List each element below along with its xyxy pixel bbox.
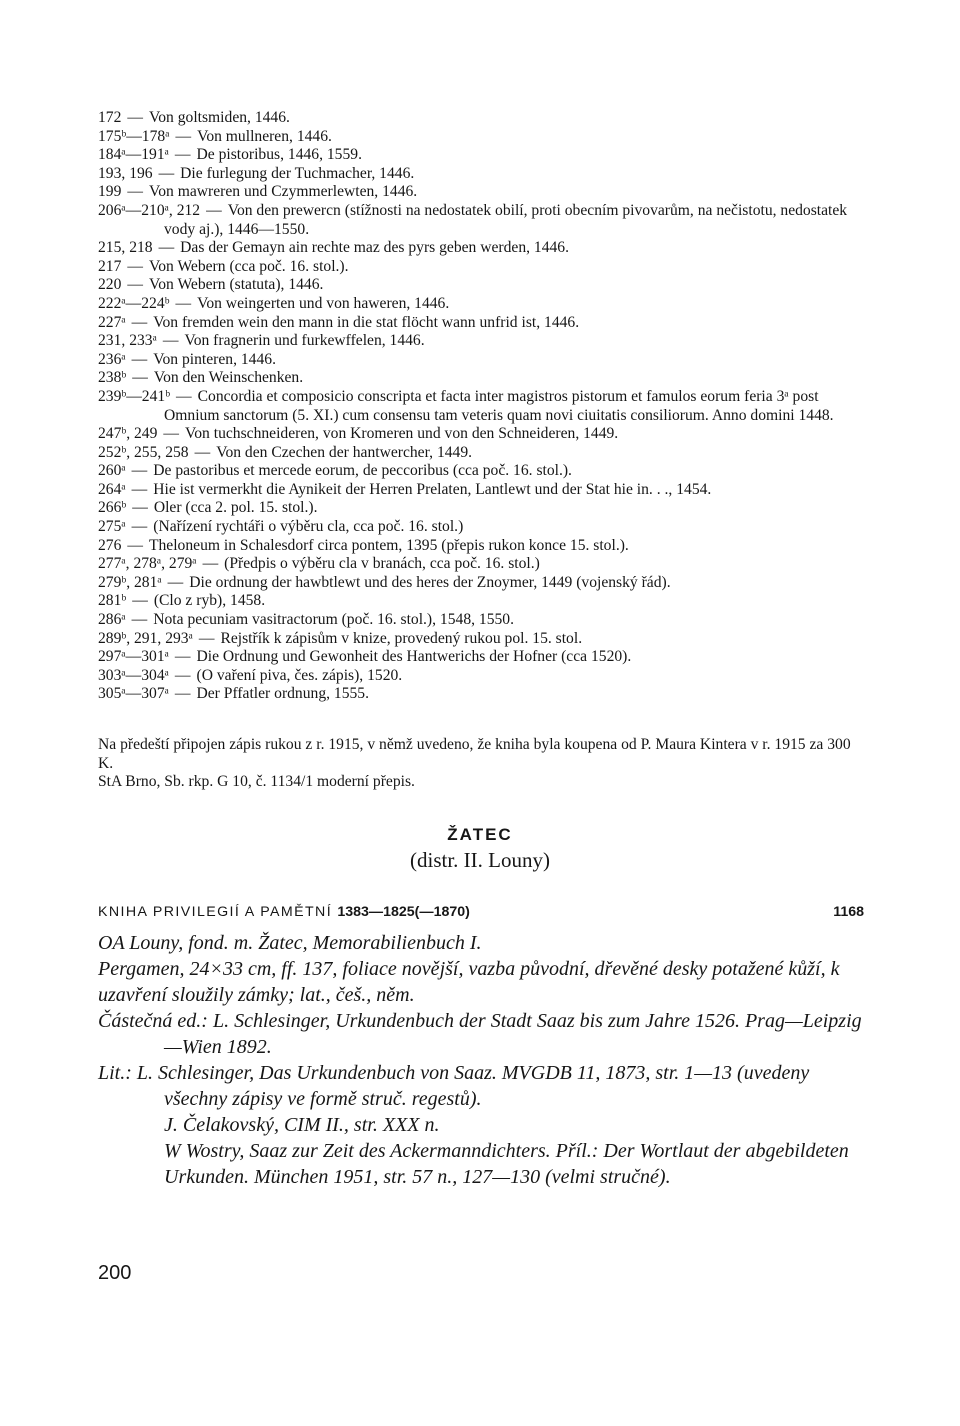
entry-text: Hie ist vermerkht die Aynikeit der Herren Prelaten, Lantlewt und der Stat hie in. . ., 1454. bbox=[153, 480, 712, 498]
entry-text: Der Pffatler ordnung, 1555. bbox=[196, 685, 370, 703]
entry-text: (Clo z ryb), 1458. bbox=[153, 592, 266, 610]
entry-text: Von pinteren, 1446. bbox=[153, 350, 276, 368]
page-number: 200 bbox=[98, 1262, 132, 1284]
list-item: 305ᵃ—307ᵃ — Der Pffatler ordnung, 1555. bbox=[98, 685, 370, 703]
literature-3: W Wostry, Saaz zur Zeit des Ackermanndichters. Příl.: Der Wortlaut der abgebildeten Urkunden. München 1951, str. 57 n., 127—130 (velmi stručné). bbox=[164, 1140, 849, 1188]
acquisition-note: Na předeští připojen zápis rukou z r. 1915, v němž uvedeno, že kniha byla koupena od P. Maura Kintera v r. 1915 za 300 K. bbox=[98, 736, 851, 772]
entry-text: Die furlegung der Tuchmacher, 1446. bbox=[180, 164, 415, 182]
book-title bbox=[98, 904, 470, 920]
entry-text: Rejstřík k zápisům v knize, provedený rukou pol. 15. stol. bbox=[220, 629, 583, 647]
folio-reference: 222ᵃ—224ᵇ bbox=[98, 294, 170, 312]
entry-text: Von Webern (cca poč. 16. stol.). bbox=[148, 257, 349, 275]
entry-text: Von Webern (statuta), 1446. bbox=[148, 276, 324, 294]
archive-copy-note: StA Brno, Sb. rkp. G 10, č. 1134/1 moderní přepis. bbox=[98, 773, 415, 791]
list-item: 238ᵇ — Von den Weinschenken. bbox=[98, 369, 304, 387]
folio-reference: 193, 196 bbox=[98, 164, 153, 182]
folio-reference: 238ᵇ bbox=[98, 369, 127, 387]
entry-text: Von fragnerin und furkewffelen, 1446. bbox=[184, 332, 425, 350]
entry-text: Concordia et composicio conscripta et facta inter magistros pistorum et famulos eorum feria 3ᵃ post Omnium sanctorum (5. XI.) cum consensu tam veteris quam novi ciuitatis consiliorum. Anno domini 1448. bbox=[164, 387, 834, 424]
folio-reference: 275ᵃ bbox=[98, 518, 126, 536]
entry-text: Die ordnung der hawbtlewt und des heres der Znoymer, 1449 (vojenský řád). bbox=[189, 573, 671, 591]
contents-list bbox=[98, 109, 868, 704]
literature-1 bbox=[98, 1060, 863, 1112]
entry-text: De pastoribus et mercede eorum, de peccoribus (cca poč. 16. stol.). bbox=[153, 462, 572, 480]
list-item: 184ᵃ—191ᵃ — De pistoribus, 1446, 1559. bbox=[98, 146, 362, 164]
entry-text: Von weingerten und von haweren, 1446. bbox=[197, 294, 450, 312]
folio-reference: 217 bbox=[98, 257, 122, 275]
folio-reference: 303ᵃ—304ᵃ bbox=[98, 666, 169, 684]
list-item: 276 — Theloneum in Schalesdorf circa pontem, 1395 (přepis rukon konce 15. stol.). bbox=[98, 536, 629, 554]
bibliography-block bbox=[98, 930, 863, 1190]
folio-reference: 172 bbox=[98, 109, 122, 126]
list-item: 303ᵃ—304ᵃ — (O vaření piva, čes. zápis), 1520. bbox=[98, 666, 403, 684]
entry-text: Von fremden wein den mann in die stat flöcht wann unfrid ist, 1446. bbox=[153, 313, 580, 331]
entry-text: Die Ordnung und Gewonheit des Hantwerichs der Hofner (cca 1520). bbox=[196, 648, 632, 666]
town-heading: ŽATEC bbox=[447, 825, 513, 844]
list-item: 215, 218 — Das der Gemayn ain rechte maz des pyrs geben werden, 1446. bbox=[98, 239, 570, 257]
entry-text: (Nařízení rychtáři o výběru cla, cca poč. 16. stol.) bbox=[153, 518, 464, 536]
list-item: 222ᵃ—224ᵇ — Von weingerten und von haweren, 1446. bbox=[98, 294, 450, 312]
entry-text: Von den Weinschenken. bbox=[153, 369, 304, 387]
folio-reference: 239ᵇ—241ᵇ bbox=[98, 387, 171, 405]
folio-reference: 231, 233ᵃ bbox=[98, 332, 157, 350]
list-item: 239ᵇ—241ᵇ — Concordia et composicio conscripta et facta inter magistros pistorum et famulos eorum feria 3ᵃ post Omnium sanctorum (5. XI.) cum consensu tam veteris quam novi ciuitatis consiliorum. Anno domini 1448. bbox=[98, 387, 834, 424]
entry-text: (Předpis o výběru cla v branách, cca poč. 16. stol.) bbox=[224, 555, 540, 573]
list-item: 266ᵇ — Oler (cca 2. pol. 15. stol.). bbox=[98, 499, 318, 517]
folio-reference: 236ᵃ bbox=[98, 350, 126, 368]
folio-reference: 184ᵃ—191ᵃ bbox=[98, 146, 169, 164]
entry-text: Von tuchschneideren, von Kromeren und von den Schneideren, 1449. bbox=[185, 425, 619, 443]
archive-reference: OA Louny, fond. m. Žatec, Memorabilienbuch I. bbox=[98, 932, 482, 954]
list-item: 175ᵇ—178ᵃ — Von mullneren, 1446. bbox=[98, 127, 332, 145]
entry-text: Von den prewercn (stížnosti na nedostatek obilí, proti obecním pivovarům, na nečistotu, nedostatek vody aj.), 1446—1550. bbox=[164, 201, 848, 238]
entry-text: Von den Czechen der hantwercher, 1449. bbox=[216, 443, 473, 461]
folio-reference: 175ᵇ—178ᵃ bbox=[98, 127, 170, 145]
entry-text: De pistoribus, 1446, 1559. bbox=[196, 146, 362, 164]
book-title-dates: 1383—1825(—1870) bbox=[337, 904, 470, 920]
folio-reference: 252ᵇ, 255, 258 bbox=[98, 443, 189, 461]
entry-text: Theloneum in Schalesdorf circa pontem, 1395 (přepis rukon konce 15. stol.). bbox=[148, 536, 629, 554]
list-item: 264ᵃ — Hie ist vermerkht die Aynikeit der Herren Prelaten, Lantlewt und der Stat hie in. . ., 1454. bbox=[98, 480, 712, 498]
list-item: 206ᵃ—210ᵃ, 212 — Von den prewercn (stížnosti na nedostatek obilí, proti obecním pivovarům, na nečistotu, nedostatek vody aj.), 1446—1550. bbox=[98, 201, 848, 238]
folio-reference: 305ᵃ—307ᵃ bbox=[98, 685, 169, 703]
folio-reference: 260ᵃ bbox=[98, 462, 126, 480]
folio-reference: 297ᵃ—301ᵃ bbox=[98, 648, 169, 666]
list-item: 260ᵃ — De pastoribus et mercede eorum, de peccoribus (cca poč. 16. stol.). bbox=[98, 462, 572, 480]
literature-label: Lit.: bbox=[98, 1062, 132, 1084]
town-district: (distr. II. Louny) bbox=[410, 848, 550, 872]
entry-text: Das der Gemayn ain rechte maz des pyrs geben werden, 1446. bbox=[180, 239, 570, 257]
book-title-text: KNIHA PRIVILEGIÍ A PAMĚTNÍ bbox=[98, 904, 333, 920]
folio-reference: 227ᵃ bbox=[98, 313, 126, 331]
list-item: 286ᵃ — Nota pecuniam vasitractorum (poč. 16. stol.), 1548, 1550. bbox=[98, 611, 514, 629]
literature-1-text: L. Schlesinger, Das Urkundenbuch von Saaz. MVGDB 11, 1873, str. 1—13 (uvedeny všechny zápisy ve formě struč. regestů). bbox=[136, 1062, 810, 1110]
folio-reference: 276 bbox=[98, 536, 122, 554]
folio-reference: 281ᵇ bbox=[98, 592, 127, 610]
edition-reference: Částečná ed.: L. Schlesinger, Urkundenbuch der Stadt Saaz bis zum Jahre 1526. Prag—Leipzig—Wien 1892. bbox=[98, 1010, 862, 1058]
literature-2: J. Čelakovský, CIM II., str. XXX n. bbox=[164, 1114, 440, 1136]
folio-reference: 289ᵇ, 291, 293ᵃ bbox=[98, 629, 193, 647]
list-item: 172 — Von goltsmiden, 1446. bbox=[98, 109, 290, 126]
list-item: 199 — Von mawreren und Czymmerlewten, 1446. bbox=[98, 183, 418, 201]
list-item: 281ᵇ — (Clo z ryb), 1458. bbox=[98, 592, 266, 610]
folio-reference: 247ᵇ, 249 bbox=[98, 425, 158, 443]
folio-reference: 264ᵃ bbox=[98, 480, 126, 498]
list-item: 297ᵃ—301ᵃ — Die Ordnung und Gewonheit des Hantwerichs der Hofner (cca 1520). bbox=[98, 648, 632, 666]
list-item: 277ᵃ, 278ᵃ, 279ᵃ — (Předpis o výběru cla v branách, cca poč. 16. stol.) bbox=[98, 555, 540, 573]
entry-text: Oler (cca 2. pol. 15. stol.). bbox=[153, 499, 318, 517]
list-item: 231, 233ᵃ — Von fragnerin und furkewffelen, 1446. bbox=[98, 332, 425, 350]
list-item: 220 — Von Webern (statuta), 1446. bbox=[98, 276, 324, 294]
list-item: 247ᵇ, 249 — Von tuchschneideren, von Kromeren und von den Schneideren, 1449. bbox=[98, 425, 619, 443]
list-item: 227ᵃ — Von fremden wein den mann in die stat flöcht wann unfrid ist, 1446. bbox=[98, 313, 580, 331]
entry-text: Von mawreren und Czymmerlewten, 1446. bbox=[148, 183, 418, 201]
folio-reference: 199 bbox=[98, 183, 122, 201]
physical-description: Pergamen, 24×33 cm, ff. 137, foliace novější, vazba původní, dřevěné desky potažené kůží, k uzavření sloužily zámky; lat., češ., něm. bbox=[98, 958, 840, 1006]
entry-text: (O vaření piva, čes. zápis), 1520. bbox=[196, 666, 403, 684]
entry-text: Von goltsmiden, 1446. bbox=[148, 109, 290, 126]
folio-reference: 286ᵃ bbox=[98, 611, 126, 629]
folio-reference: 215, 218 bbox=[98, 239, 153, 257]
entry-text: Von mullneren, 1446. bbox=[197, 127, 332, 145]
folio-reference: 266ᵇ bbox=[98, 499, 127, 517]
list-item: 217 — Von Webern (cca poč. 16. stol.). bbox=[98, 257, 349, 275]
list-item: 289ᵇ, 291, 293ᵃ — Rejstřík k zápisům v knize, provedený rukou pol. 15. stol. bbox=[98, 629, 583, 647]
folio-reference: 277ᵃ, 278ᵃ, 279ᵃ bbox=[98, 555, 197, 573]
list-item: 236ᵃ — Von pinteren, 1446. bbox=[98, 350, 276, 368]
folio-reference: 206ᵃ—210ᵃ, 212 bbox=[98, 201, 201, 219]
book-heading bbox=[98, 904, 868, 924]
list-item: 252ᵇ, 255, 258 — Von den Czechen der hantwercher, 1449. bbox=[98, 443, 473, 461]
book-catalog-number: 1168 bbox=[833, 904, 864, 920]
notes-block bbox=[98, 736, 868, 792]
list-item: 279ᵇ, 281ᵃ — Die ordnung der hawbtlewt und des heres der Znoymer, 1449 (vojenský řád). bbox=[98, 573, 671, 591]
folio-reference: 279ᵇ, 281ᵃ bbox=[98, 573, 162, 591]
folio-reference: 220 bbox=[98, 276, 122, 294]
list-item: 193, 196 — Die furlegung der Tuchmacher, 1446. bbox=[98, 164, 415, 182]
entry-text: Nota pecuniam vasitractorum (poč. 16. stol.), 1548, 1550. bbox=[153, 611, 514, 629]
list-item: 275ᵃ — (Nařízení rychtáři o výběru cla, cca poč. 16. stol.) bbox=[98, 518, 464, 536]
